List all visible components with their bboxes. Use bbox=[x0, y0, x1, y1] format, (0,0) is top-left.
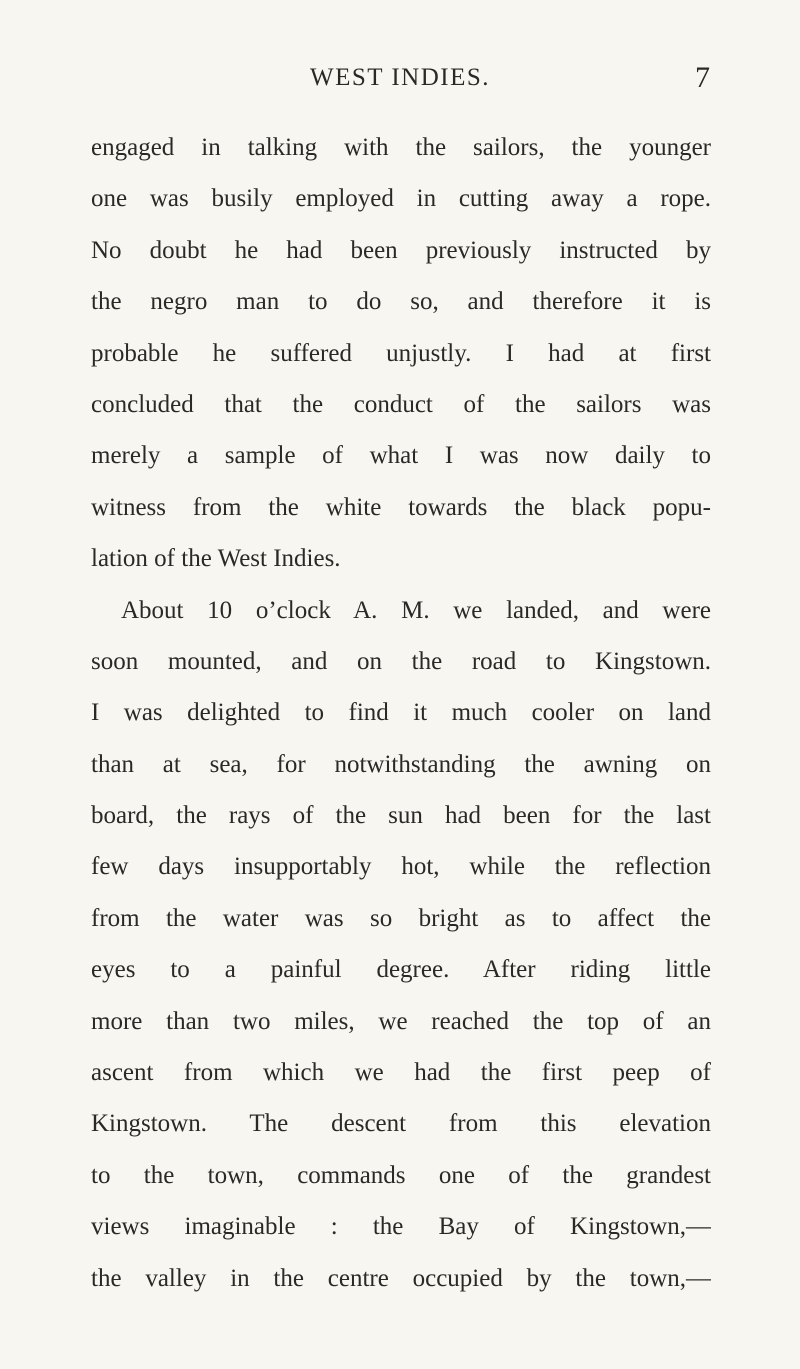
text-line: lation of the West Indies. bbox=[91, 545, 341, 573]
text-line: to the town, commands one of the grandest bbox=[91, 1161, 711, 1189]
text-line: probable he suffered unjustly. I had at first bbox=[91, 339, 711, 367]
text-line: soon mounted, and on the road to Kingstown. bbox=[91, 647, 711, 675]
text-line: concluded that the conduct of the sailors was bbox=[91, 390, 711, 418]
body-text bbox=[91, 122, 711, 1304]
text-line: board, the rays of the sun had been for the last bbox=[91, 802, 711, 830]
text-line: eyes to a painful degree. After riding little bbox=[91, 956, 711, 984]
text-line: witness from the white towards the black popu- bbox=[91, 493, 711, 521]
text-line: few days insupportably hot, while the reflection bbox=[91, 853, 711, 881]
text-line: Kingstown. The descent from this elevation bbox=[91, 1110, 711, 1138]
text-line: engaged in talking with the sailors, the younger bbox=[91, 134, 711, 161]
running-title: WEST INDIES. bbox=[309, 64, 491, 91]
text-line: I was delighted to find it much cooler on land bbox=[91, 699, 711, 727]
text-line: ascent from which we had the first peep of bbox=[91, 1059, 711, 1087]
text-line: the valley in the centre occupied by the town,— bbox=[91, 1264, 711, 1292]
text-line: merely a sample of what I was now daily to bbox=[91, 442, 711, 470]
text-line: About 10 o’clock A. M. we landed, and were bbox=[121, 596, 711, 624]
running-head bbox=[0, 58, 800, 98]
text-line: views imaginable : the Bay of Kingstown,— bbox=[91, 1213, 711, 1241]
text-line: than at sea, for notwithstanding the awning on bbox=[91, 750, 711, 778]
text-line: No doubt he had been previously instructed by bbox=[91, 236, 711, 264]
text-line: one was busily employed in cutting away a rope. bbox=[91, 185, 711, 213]
page-number: 7 bbox=[695, 61, 710, 94]
text-line: more than two miles, we reached the top of an bbox=[91, 1007, 711, 1035]
text-line: the negro man to do so, and therefore it is bbox=[91, 288, 711, 316]
text-line: from the water was so bright as to affect the bbox=[91, 904, 711, 932]
